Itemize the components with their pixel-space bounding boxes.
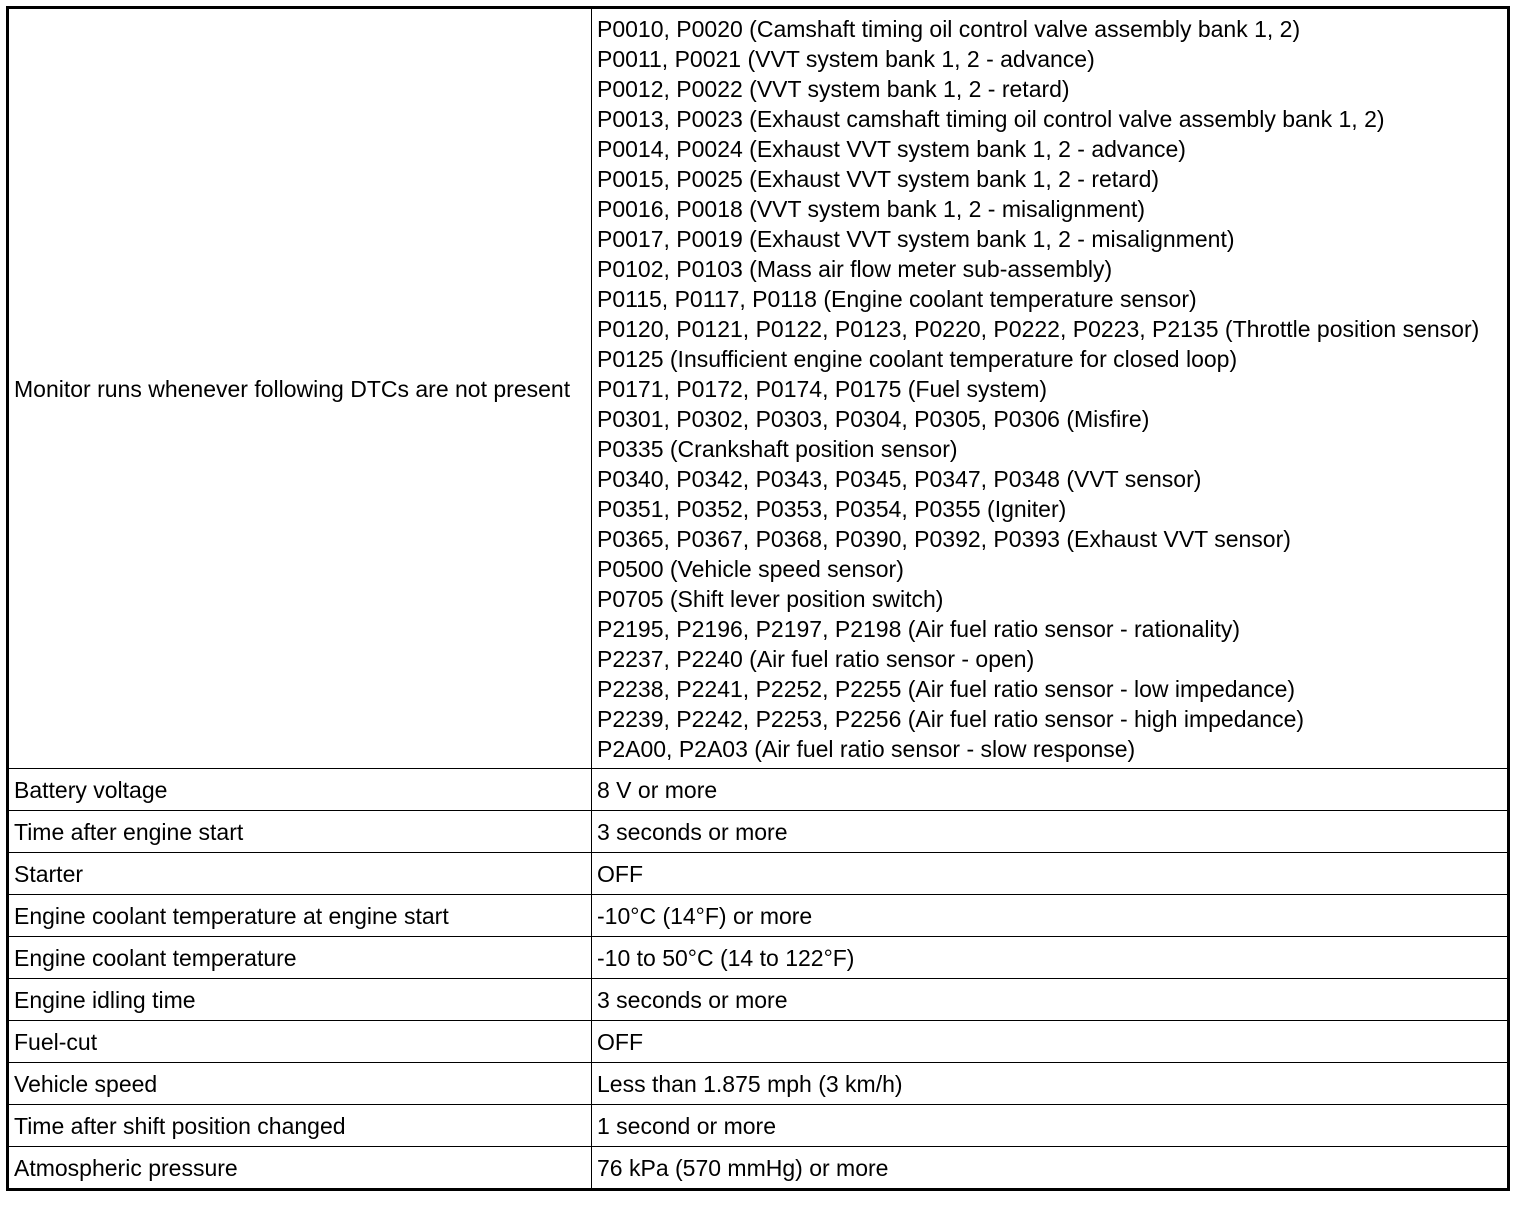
table-row	[8, 853, 1509, 895]
table-row	[8, 8, 1509, 769]
condition-value: 8 V or more	[592, 769, 1509, 811]
condition-label: Atmospheric pressure	[8, 1147, 592, 1190]
dtc-item: P0340, P0342, P0343, P0345, P0347, P0348 (VVT sensor)	[597, 466, 1202, 492]
dtc-list-cell	[592, 8, 1509, 769]
condition-value: -10°C (14°F) or more	[592, 895, 1509, 937]
dtc-item: P2A00, P2A03 (Air fuel ratio sensor - slow response)	[597, 736, 1136, 762]
condition-value: 3 seconds or more	[592, 811, 1509, 853]
dtc-item: P0010, P0020 (Camshaft timing oil control valve assembly bank 1, 2)	[597, 16, 1301, 42]
condition-label: Engine coolant temperature at engine start	[8, 895, 592, 937]
dtc-item: P0365, P0367, P0368, P0390, P0392, P0393 (Exhaust VVT sensor)	[597, 526, 1291, 552]
dtc-item: P0301, P0302, P0303, P0304, P0305, P0306 (Misfire)	[597, 406, 1150, 432]
dtc-item: P0015, P0025 (Exhaust VVT system bank 1, 2 - retard)	[597, 166, 1160, 192]
table-row	[8, 769, 1509, 811]
dtc-item: P0102, P0103 (Mass air flow meter sub-assembly)	[597, 256, 1113, 282]
condition-label: Engine idling time	[8, 979, 592, 1021]
dtc-item: P2237, P2240 (Air fuel ratio sensor - open)	[597, 646, 1035, 672]
dtc-item: P0012, P0022 (VVT system bank 1, 2 - retard)	[597, 76, 1070, 102]
dtc-item: P0016, P0018 (VVT system bank 1, 2 - misalignment)	[597, 196, 1146, 222]
table-row	[8, 811, 1509, 853]
dtc-item: P0351, P0352, P0353, P0354, P0355 (Igniter)	[597, 496, 1067, 522]
dtc-item: P0115, P0117, P0118 (Engine coolant temperature sensor)	[597, 286, 1197, 312]
table-row	[8, 1021, 1509, 1063]
condition-value: 1 second or more	[592, 1105, 1509, 1147]
condition-label: Starter	[8, 853, 592, 895]
table-row	[8, 1147, 1509, 1190]
dtc-item: P0120, P0121, P0122, P0123, P0220, P0222, P0223, P2135 (Throttle position sensor)	[597, 316, 1480, 342]
condition-label: Fuel-cut	[8, 1021, 592, 1063]
table-row	[8, 1105, 1509, 1147]
condition-value: OFF	[592, 1021, 1509, 1063]
condition-label: Time after engine start	[8, 811, 592, 853]
condition-label: Battery voltage	[8, 769, 592, 811]
condition-label: Engine coolant temperature	[8, 937, 592, 979]
dtc-item: P0335 (Crankshaft position sensor)	[597, 436, 958, 462]
table-row	[8, 979, 1509, 1021]
dtc-item: P0011, P0021 (VVT system bank 1, 2 - advance)	[597, 46, 1095, 72]
condition-label: Time after shift position changed	[8, 1105, 592, 1147]
dtc-item: P0014, P0024 (Exhaust VVT system bank 1, 2 - advance)	[597, 136, 1186, 162]
condition-label: Vehicle speed	[8, 1063, 592, 1105]
dtc-item: P0125 (Insufficient engine coolant temperature for closed loop)	[597, 346, 1238, 372]
dtc-item: P0500 (Vehicle speed sensor)	[597, 556, 904, 582]
dtc-item: P0013, P0023 (Exhaust camshaft timing oil control valve assembly bank 1, 2)	[597, 106, 1385, 132]
condition-value: OFF	[592, 853, 1509, 895]
monitor-label-cell: Monitor runs whenever following DTCs are not present	[8, 8, 592, 769]
dtc-item: P2195, P2196, P2197, P2198 (Air fuel ratio sensor - rationality)	[597, 616, 1241, 642]
dtc-item: P0171, P0172, P0174, P0175 (Fuel system)	[597, 376, 1048, 402]
condition-value: 76 kPa (570 mmHg) or more	[592, 1147, 1509, 1190]
dtc-item: P2238, P2241, P2252, P2255 (Air fuel ratio sensor - low impedance)	[597, 676, 1296, 702]
condition-value: Less than 1.875 mph (3 km/h)	[592, 1063, 1509, 1105]
dtc-item: P2239, P2242, P2253, P2256 (Air fuel ratio sensor - high impedance)	[597, 706, 1305, 732]
dtc-item: P0017, P0019 (Exhaust VVT system bank 1, 2 - misalignment)	[597, 226, 1235, 252]
conditions-table	[6, 6, 1510, 1191]
table-row	[8, 1063, 1509, 1105]
condition-value: -10 to 50°C (14 to 122°F)	[592, 937, 1509, 979]
condition-value: 3 seconds or more	[592, 979, 1509, 1021]
dtc-item: P0705 (Shift lever position switch)	[597, 586, 944, 612]
table-row	[8, 937, 1509, 979]
table-row	[8, 895, 1509, 937]
